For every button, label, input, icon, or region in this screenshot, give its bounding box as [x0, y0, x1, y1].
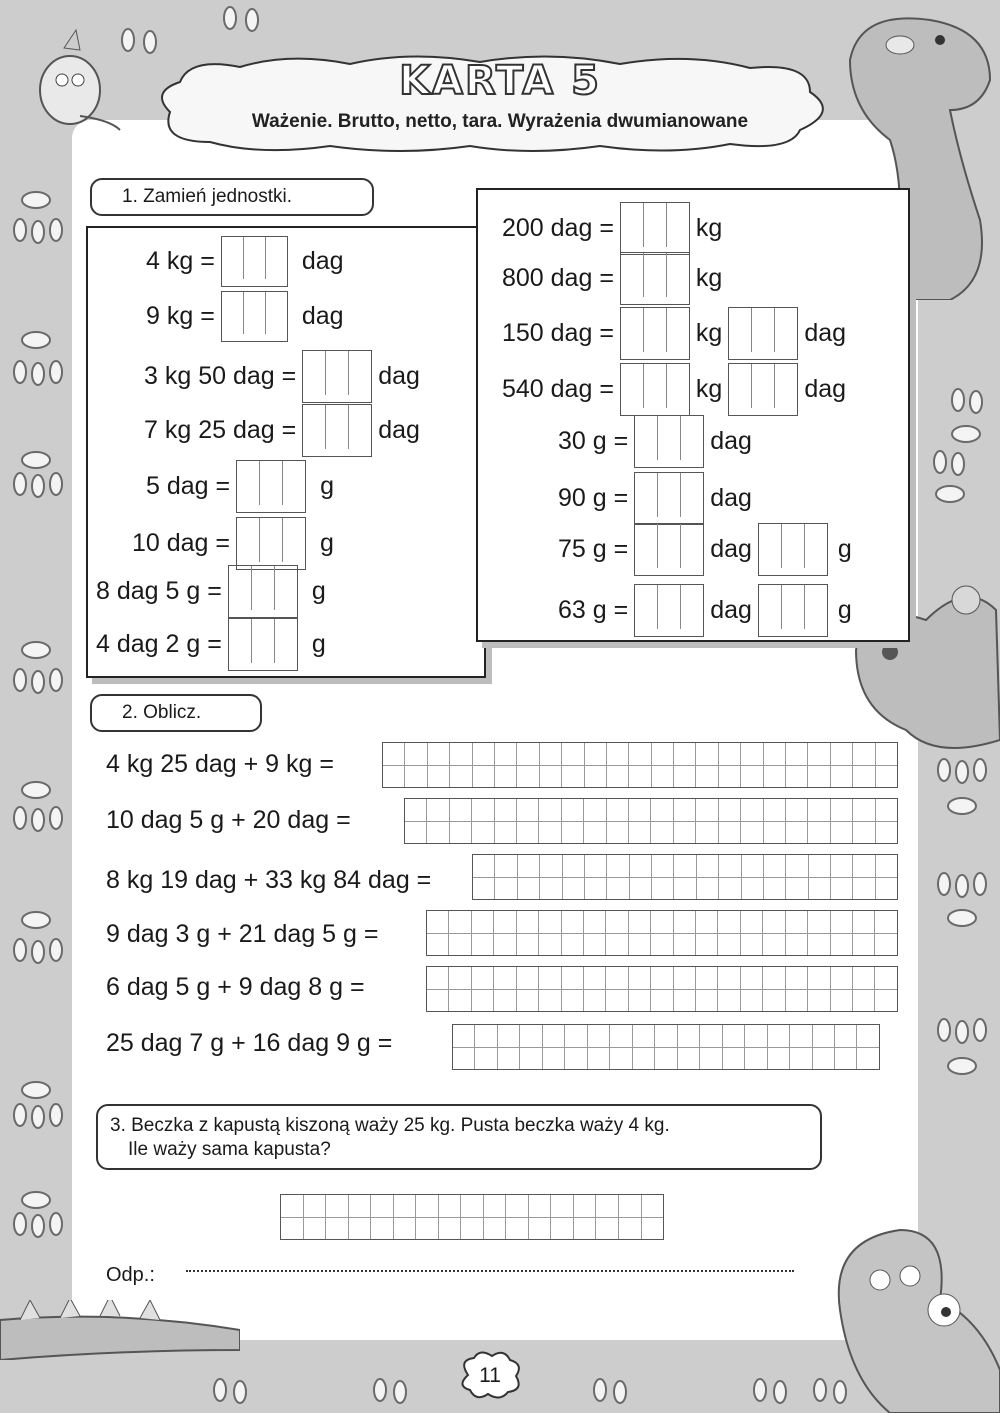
convert-row — [502, 363, 846, 416]
answer-cells[interactable] — [728, 307, 798, 360]
convert-row — [146, 291, 344, 342]
answer-cells[interactable] — [620, 252, 690, 305]
calc-answer-grid[interactable] — [404, 798, 898, 844]
answer-cells[interactable] — [758, 523, 828, 576]
unit-label: kg — [695, 214, 723, 242]
answer-cells[interactable] — [228, 618, 298, 671]
answer-cells[interactable] — [302, 404, 372, 457]
answer-cells[interactable] — [620, 363, 690, 416]
unit-label: dag — [301, 247, 344, 275]
convert-row — [558, 584, 852, 637]
calc-expression: 10 dag 5 g + 20 dag = — [106, 806, 351, 834]
answer-cells[interactable] — [236, 517, 306, 570]
convert-expression: 7 kg 25 dag = — [144, 416, 297, 444]
convert-expression: 10 dag = — [132, 529, 231, 557]
tail-illustration — [0, 1300, 240, 1360]
convert-expression: 4 kg = — [146, 247, 215, 275]
unit-label: dag — [301, 302, 344, 330]
task2-label: 2. Oblicz. — [90, 694, 262, 732]
convert-row — [558, 415, 752, 468]
calc-answer-grid[interactable] — [452, 1024, 880, 1070]
task3-answer-grid[interactable] — [280, 1194, 664, 1240]
unit-label: dag — [710, 484, 752, 512]
unit-label: kg — [695, 375, 723, 403]
unit-label: dag — [378, 416, 420, 444]
unit-label: g — [837, 535, 852, 563]
calc-expression: 4 kg 25 dag + 9 kg = — [106, 750, 334, 778]
unit-label: dag — [804, 375, 847, 403]
unit-label: dag — [804, 319, 847, 347]
answer-cells[interactable] — [758, 584, 828, 637]
page-subtitle: Ważenie. Brutto, netto, tara. Wyrażenia dwumianowane — [251, 111, 749, 132]
answer-cells[interactable] — [728, 363, 798, 416]
unit-label: kg — [695, 319, 723, 347]
answer-cells[interactable] — [634, 523, 704, 576]
convert-row — [502, 252, 722, 305]
convert-expression: 63 g = — [558, 596, 629, 624]
convert-expression: 75 g = — [558, 535, 629, 563]
task3-question-line2: Ile waży sama kapusta? — [128, 1139, 331, 1160]
convert-expression: 150 dag = — [502, 319, 614, 347]
unit-label: dag — [378, 362, 420, 390]
answer-cells[interactable] — [634, 472, 704, 525]
answer-cells[interactable] — [620, 307, 690, 360]
convert-expression: 5 dag = — [146, 472, 231, 500]
convert-row — [144, 350, 420, 403]
unit-label: g — [311, 630, 326, 658]
unit-label: g — [320, 529, 334, 557]
answer-cells[interactable] — [221, 291, 288, 342]
answer-cells[interactable] — [221, 236, 288, 287]
unit-label: g — [311, 577, 326, 605]
calc-expression: 25 dag 7 g + 16 dag 9 g = — [106, 1029, 393, 1057]
answer-cells[interactable] — [236, 460, 306, 513]
convert-row — [502, 202, 722, 255]
convert-row — [146, 460, 334, 513]
calc-answer-grid[interactable] — [382, 742, 898, 788]
calc-expression: 8 kg 19 dag + 33 kg 84 dag = — [106, 866, 432, 894]
convert-row — [132, 517, 334, 570]
dinosaur-illustration-bottom — [810, 1200, 1000, 1413]
convert-expression: 30 g = — [558, 427, 629, 455]
unit-label: dag — [710, 535, 752, 563]
unit-label: g — [320, 472, 335, 500]
task1-label: 1. Zamień jednostki. — [90, 178, 374, 216]
convert-row — [96, 565, 326, 618]
answer-cells[interactable] — [634, 584, 704, 637]
convert-expression: 200 dag = — [502, 214, 614, 242]
page-number: 11 — [479, 1364, 501, 1387]
convert-row — [558, 523, 852, 576]
answer-cells[interactable] — [302, 350, 372, 403]
convert-expression: 540 dag = — [502, 375, 614, 403]
convert-expression: 3 kg 50 dag = — [144, 362, 297, 390]
answer-cells[interactable] — [228, 565, 298, 618]
convert-row — [146, 236, 344, 287]
task3-box — [96, 1104, 822, 1170]
unit-label: g — [837, 596, 852, 624]
convert-row — [558, 472, 752, 525]
unit-label: dag — [710, 596, 752, 624]
unit-label: kg — [695, 264, 723, 292]
calc-answer-grid[interactable] — [426, 966, 898, 1012]
page-title: KARTA 5 — [399, 58, 601, 104]
convert-row — [144, 404, 420, 457]
answer-label: Odp.: — [106, 1264, 155, 1286]
convert-expression: 90 g = — [558, 484, 629, 512]
answer-cells[interactable] — [634, 415, 704, 468]
convert-row — [502, 307, 846, 360]
convert-expression: 9 kg = — [146, 302, 215, 330]
answer-line[interactable] — [186, 1270, 794, 1272]
calc-expression: 9 dag 3 g + 21 dag 5 g = — [106, 920, 379, 948]
convert-row — [96, 618, 326, 671]
calc-answer-grid[interactable] — [472, 854, 898, 900]
calc-expression: 6 dag 5 g + 9 dag 8 g = — [106, 973, 365, 1001]
convert-expression: 8 dag 5 g = — [96, 577, 222, 605]
calc-answer-grid[interactable] — [426, 910, 898, 956]
convert-expression: 4 dag 2 g = — [96, 630, 222, 658]
unit-label: dag — [710, 427, 752, 455]
convert-expression: 800 dag = — [502, 264, 614, 292]
answer-cells[interactable] — [620, 202, 690, 255]
task3-question-line1: 3. Beczka z kapustą kiszoną waży 25 kg. Pusta beczka waży 4 kg. — [110, 1115, 670, 1136]
